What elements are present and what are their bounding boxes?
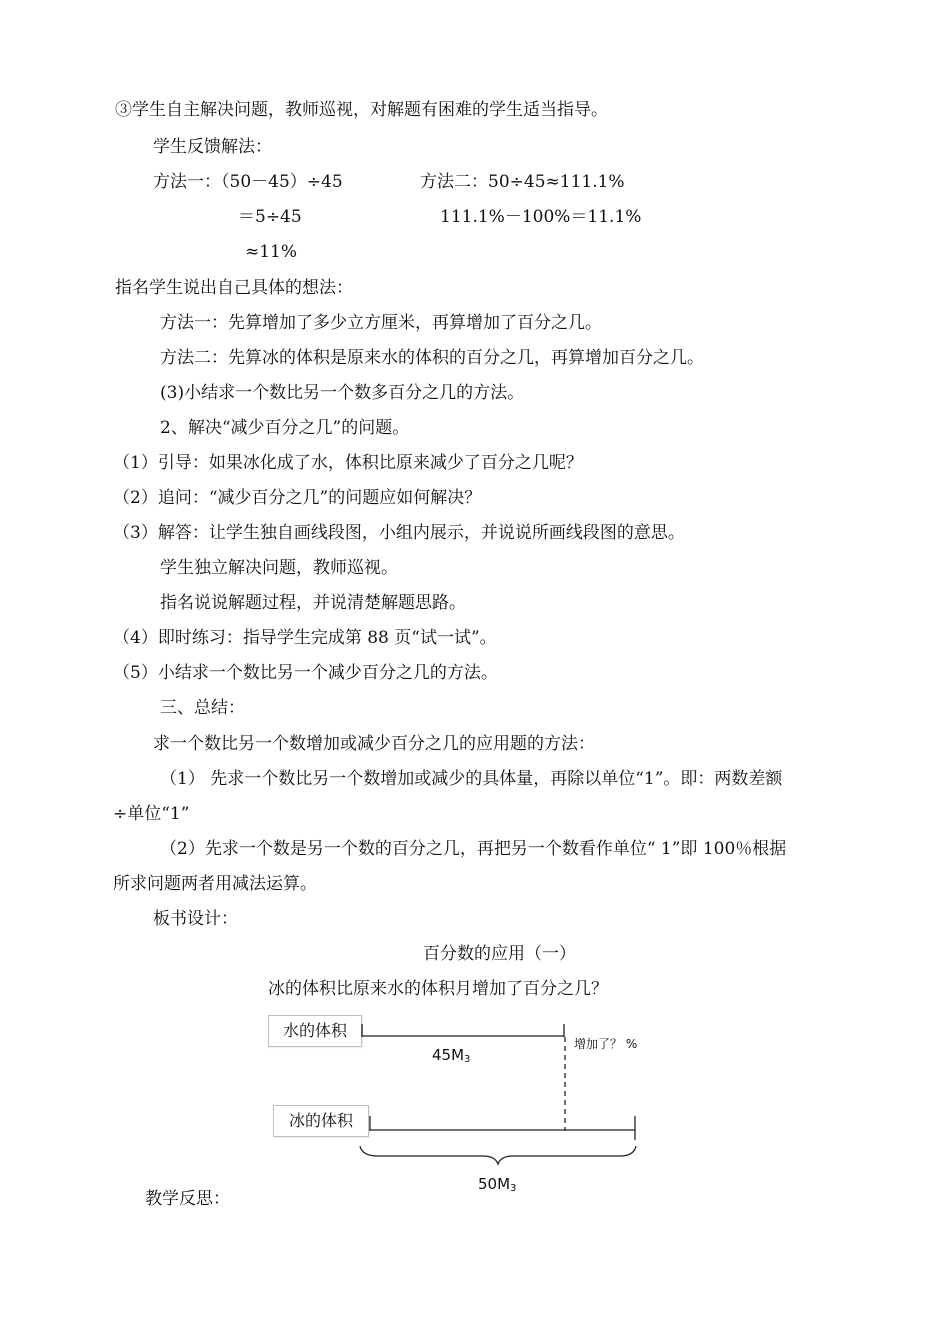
- text-line-independent: 学生独立解决问题，教师巡视。: [160, 558, 398, 578]
- text-line-step3: ③学生自主解决问题，教师巡视，对解题有困难的学生适当指导。: [115, 100, 608, 120]
- board-title: 百分数的应用（一）: [423, 944, 576, 964]
- text-line-rule2-part1: （2）先求一个数是另一个数的百分之几，再把另一个数看作单位“ 1”即 100％根据: [160, 839, 787, 859]
- text-line-explain-heading: 指名学生说出自己具体的想法：: [115, 278, 353, 298]
- water-volume-value: $45M_3$: [432, 1046, 471, 1065]
- text-line-summary-5: （5）小结求一个数比另一个减少百分之几的方法。: [113, 663, 498, 683]
- method2-formula-line1: 方法二：50÷45≈111.1%: [420, 172, 625, 192]
- method1-formula-line1: 方法一：（50－45）÷45: [153, 172, 343, 192]
- text-line-follow-up: （2）追问：“减少百分之几”的问题应如何解决？: [113, 488, 482, 508]
- increase-percent-label: 增加了？ %: [574, 1037, 638, 1051]
- text-line-board-design: 板书设计：: [153, 909, 238, 929]
- text-line-method1-explain: 方法一：先算增加了多少立方厘米，再算增加了百分之几。: [160, 313, 602, 333]
- text-line-rule1-part2: ÷单位“1”: [113, 804, 190, 824]
- text-line-reflection: 教学反思：: [145, 1189, 230, 1209]
- ice-total-brace: [360, 1146, 636, 1164]
- method1-formula-line3: ≈11%: [245, 242, 298, 262]
- text-line-rule2-part2: 所求问题两者用减法运算。: [113, 874, 317, 894]
- ice-volume-label: 冰的体积: [288, 1111, 353, 1130]
- text-line-feedback-heading: 学生反馈解法：: [153, 137, 272, 157]
- method2-formula-line2: 111.1%－100%＝11.1%: [440, 207, 642, 227]
- section-heading-summary: 三、总结：: [160, 698, 245, 718]
- method1-formula-line2: ＝5÷45: [238, 207, 302, 227]
- text-line-method2-explain: 方法二：先算冰的体积是原来水的体积的百分之几，再算增加百分之几。: [160, 348, 704, 368]
- text-line-rule1-part1: （1） 先求一个数比另一个数增加或减少的具体量，再除以单位“1”。即：两数差额: [160, 769, 783, 789]
- text-line-process: 指名说说解题过程，并说清楚解题思路。: [160, 593, 466, 613]
- board-question: 冰的体积比原来水的体积月增加了百分之几？: [268, 979, 608, 999]
- water-volume-label: 水的体积: [282, 1021, 347, 1040]
- ice-volume-value: $50M_3$: [478, 1175, 517, 1194]
- text-line-summary-3: (3)小结求一个数比另一个数多百分之几的方法。: [160, 383, 525, 403]
- text-line-method-heading: 求一个数比另一个数增加或减少百分之几的应用题的方法：: [153, 734, 595, 754]
- text-line-practice: （4）即时练习：指导学生完成第 88 页“试一试”。: [113, 628, 497, 648]
- text-line-answer: （3）解答：让学生独自画线段图，小组内展示，并说说所画线段图的意思。: [113, 523, 685, 543]
- section-heading-decrease: 2、解决“减少百分之几”的问题。: [160, 418, 410, 438]
- text-line-guide: （1）引导：如果冰化成了水，体积比原来减少了百分之几呢？: [113, 453, 583, 473]
